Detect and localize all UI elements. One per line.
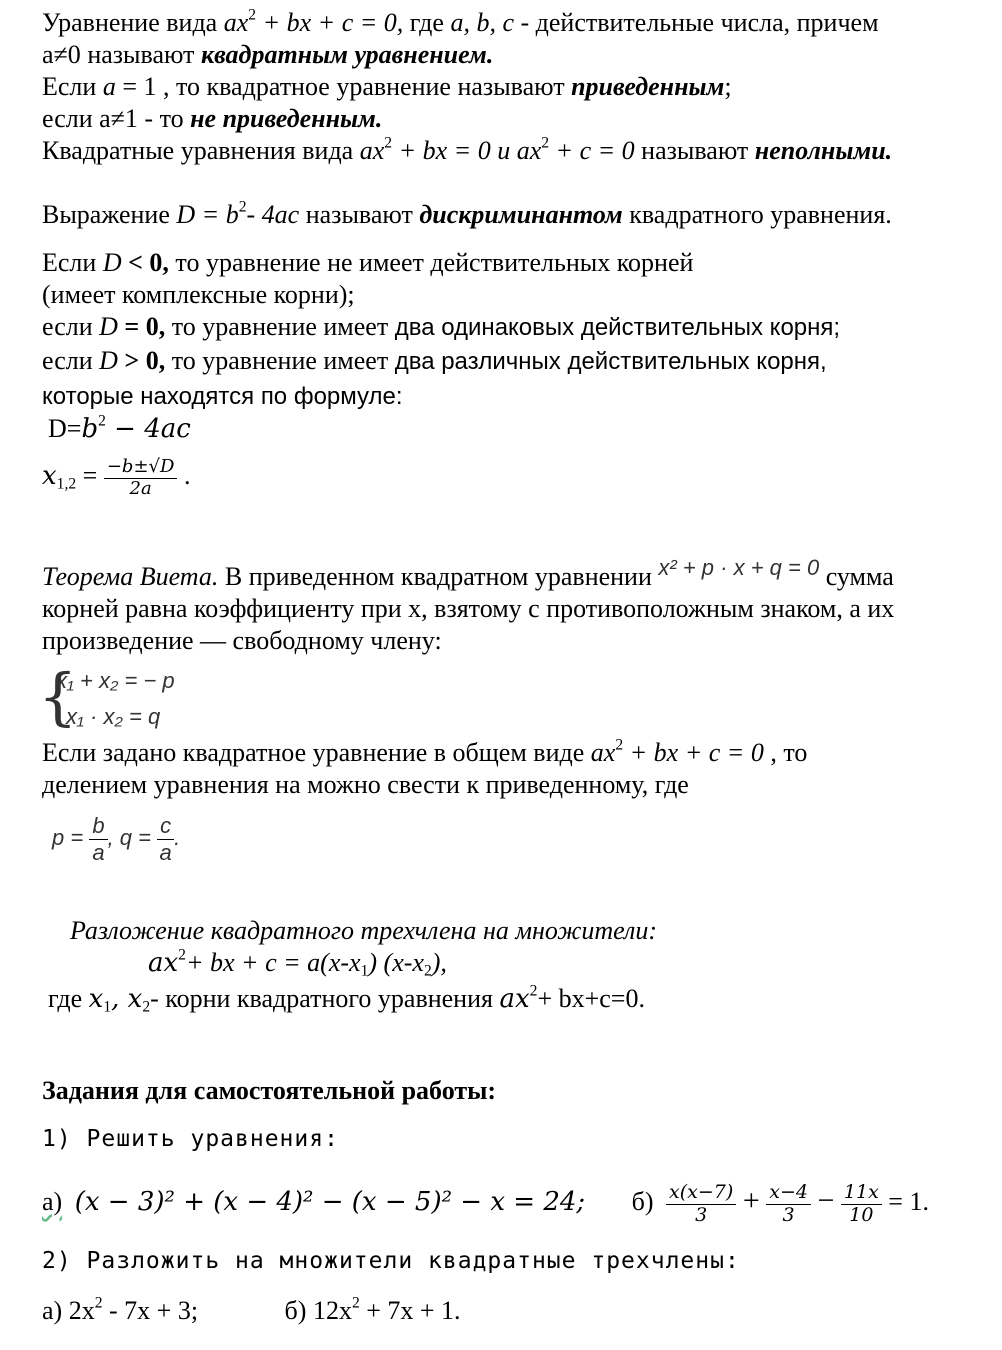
factorization-formula: $ax^2+$ bx + $c = a(x-x_1)$ $(x-x_2)$, bbox=[148, 946, 447, 980]
case-negative-line-1: Если D < 0, то уравнение не имеет действительных корней bbox=[42, 248, 694, 277]
vieta-product: x₁ · x₂ = q bbox=[66, 704, 161, 729]
tasks-title: Задания для самостоятельной работы: bbox=[42, 1076, 497, 1105]
task-2-trinomials: а) $2x^2 - 7x + 3$; б) $12x^2 + 7x + 1$. bbox=[42, 1294, 461, 1325]
definition-line-3: Если а = 1 , то квадратное уравнение называют приведенным; bbox=[42, 72, 732, 101]
general-form-line-2: делением уравнения на можно свести к приведенному, где bbox=[42, 770, 689, 799]
p-fraction: $\frac{b}{a}$ bbox=[89, 813, 107, 865]
factorization-roots: где $x_1$, $x_2-$ корни квадратного уравнения $ax^2+ bx+c=0$. bbox=[48, 982, 645, 1016]
formula-intro: которые находятся по формуле: bbox=[42, 383, 403, 410]
vieta-line-3: произведение — свободному члену: bbox=[42, 626, 442, 655]
system-brace: { bbox=[38, 660, 78, 733]
definition-line-5: Квадратные уравнения вида $ax^2$ + bx = 0 и $ax^2 + c = 0$ называют неполными. bbox=[42, 134, 893, 165]
definition-line-1: Уравнение вида $ax^2$ + bx + c = 0, где a, b, c - действительные числа, причем bbox=[42, 6, 879, 37]
discriminant-formula: $D=b^2 - 4ac$ bbox=[48, 412, 191, 444]
general-form-line-1: Если задано квадратное уравнение в общем виде $ax^2$ + bx + c = 0 , то bbox=[42, 736, 808, 767]
vieta-line-2: корней равна коэффициенту при x, взятому с противоположным знаком, а их bbox=[42, 594, 895, 623]
vieta-sum: x₁ + x₂ = − p bbox=[56, 668, 175, 693]
roots-formula: $x_{1,2}$ = $\frac{-b\pm√D}{2a}$ . bbox=[42, 455, 191, 499]
task-1-heading: 1) Решить уравнения: bbox=[42, 1126, 339, 1152]
case-negative-line-2: (имеет комплексные корни); bbox=[42, 280, 355, 309]
fraction-2: $\frac{x-4}{3}$ bbox=[766, 1182, 811, 1227]
case-positive-line: если D > 0, то уравнение имеет два различных действительных корня, bbox=[42, 346, 827, 375]
discriminant-definition: Выражение $D = b^2-$ 4ac называют дискриминантом квадратного уравнения. bbox=[42, 198, 892, 229]
vieta-line-1: Теорема Виета. В приведенном квадратном уравнении $^{x^2 + p \cdot x + q = 0}$ сумма bbox=[42, 555, 894, 591]
roots-fraction: $\frac{-b\pm√D}{2a}$ bbox=[104, 457, 178, 499]
task-1-equations: а) (x − 3)² + (x − 4)² − (x − 5)² − x = 24; б) $\frac{x(x-7)}{3}$ + $\frac{x-4}{3}$ − $\frac{11x}{10}$ = 1. bbox=[42, 1180, 929, 1226]
q-fraction: $\frac{c}{a}$ bbox=[157, 813, 174, 865]
factorization-title: Разложение квадратного трехчлена на множители: bbox=[70, 916, 658, 945]
case-zero-line: если D = 0, то уравнение имеет два одинаковых действительных корня; bbox=[42, 312, 841, 341]
fraction-1: $\frac{x(x-7)}{3}$ bbox=[666, 1182, 736, 1227]
pq-formula: p = $\frac{b}{a}$ , q = $\frac{c}{a}$ . bbox=[52, 813, 181, 865]
fraction-3: $\frac{11x}{10}$ bbox=[841, 1182, 882, 1227]
task-2-heading: 2) Разложить на множители квадратные трехчлены: bbox=[42, 1248, 740, 1274]
definition-line-4: если a≠1 - то не приведенным. bbox=[42, 104, 383, 133]
definition-line-2: a≠0 называют квадратным уравнением. bbox=[42, 40, 494, 69]
